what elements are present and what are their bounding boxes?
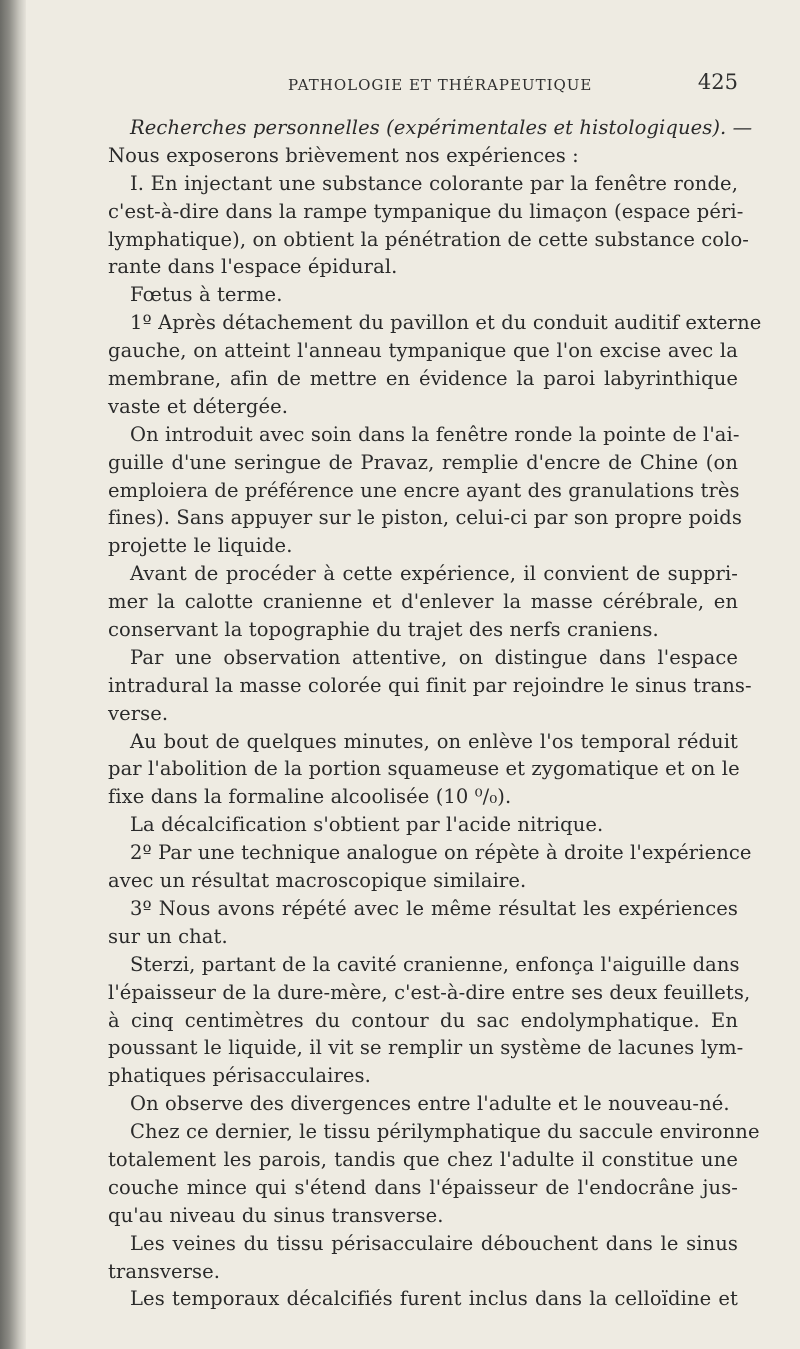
text-line: totalement les parois, tandis que chez l'adulte il constitue une xyxy=(108,1147,738,1171)
text-line: 3º Nous avons répété avec le même résultat les expériences xyxy=(130,896,738,920)
text-line: Les veines du tissu périsacculaire débouchent dans le sinus xyxy=(130,1231,738,1255)
text-line: intradural la masse colorée qui finit par rejoindre le sinus trans- xyxy=(108,673,752,697)
text-line: rante dans l'espace épidural. xyxy=(108,255,398,279)
text-line: On introduit avec soin dans la fenêtre ronde la pointe de l'ai- xyxy=(130,422,740,446)
book-binding-edge xyxy=(0,0,26,1349)
text-line: verse. xyxy=(108,701,169,725)
text-line: Recherches personnelles (expérimentales et histologiques). — xyxy=(130,116,753,139)
text-line: à cinq centimètres du contour du sac endolymphatique. En xyxy=(108,1008,738,1032)
text-line: c'est-à-dire dans la rampe tympanique du limaçon (espace péri- xyxy=(108,199,744,223)
running-header xyxy=(108,70,738,100)
text-line: membrane, afin de mettre en évidence la paroi labyrinthique xyxy=(108,367,738,391)
text-line: sur un chat. xyxy=(108,924,228,948)
text-line: couche mince qui s'étend dans l'épaisseur de l'endocrâne jus- xyxy=(108,1175,738,1199)
text-line: Avant de procéder à cette expérience, il convient de suppri- xyxy=(130,562,738,586)
text-line: Au bout de quelques minutes, on enlève l'os temporal réduit xyxy=(130,729,738,753)
page-number: 425 xyxy=(697,70,738,94)
text-line: projette le liquide. xyxy=(108,534,293,558)
text-line: Nous exposerons brièvement nos expériences : xyxy=(108,143,579,167)
text-line: gauche, on atteint l'anneau tympanique que l'on excise avec la xyxy=(108,339,738,363)
text-line: Sterzi, partant de la cavité cranienne, enfonça l'aiguille dans xyxy=(130,952,740,976)
text-line: mer la calotte cranienne et d'enlever la masse cérébrale, en xyxy=(108,590,738,614)
text-line: Chez ce dernier, le tissu périlymphatique du saccule environne xyxy=(130,1120,760,1144)
text-line: qu'au niveau du sinus transverse. xyxy=(108,1203,444,1227)
text-line: Les temporaux décalcifiés furent inclus dans la celloïdine et xyxy=(130,1287,738,1311)
text-line: On observe des divergences entre l'adulte et le nouveau-né. xyxy=(130,1092,730,1116)
text-line: transverse. xyxy=(108,1259,221,1283)
text-line: guille d'une seringue de Pravaz, remplie d'encre de Chine (on xyxy=(108,450,738,474)
body-text xyxy=(108,114,762,1313)
text-line: avec un résultat macroscopique similaire. xyxy=(108,869,527,893)
text-line: poussant le liquide, il vit se remplir un système de lacunes lym- xyxy=(108,1036,744,1060)
text-line: 2º Par une technique analogue on répète à droite l'expérience xyxy=(130,841,752,865)
text-line: Fœtus à terme. xyxy=(130,283,283,307)
text-line: conservant la topographie du trajet des nerfs craniens. xyxy=(108,618,659,642)
text-line: phatiques périsacculaires. xyxy=(108,1064,371,1088)
text-line: fixe dans la formaline alcoolisée (10 ⁰/₀). xyxy=(108,785,512,809)
text-line: fines). Sans appuyer sur le piston, celui-ci par son propre poids xyxy=(108,506,742,530)
text-line: La décalcification s'obtient par l'acide nitrique. xyxy=(130,813,604,837)
text-line: vaste et détergée. xyxy=(108,394,289,418)
text-line: 1º Après détachement du pavillon et du conduit auditif externe xyxy=(130,311,762,335)
text-line: emploiera de préférence une encre ayant des granulations très xyxy=(108,478,740,502)
running-title: PATHOLOGIE ET THÉRAPEUTIQUE xyxy=(288,76,593,94)
text-line: Par une observation attentive, on distingue dans l'espace xyxy=(130,645,738,669)
text-line: l'épaisseur de la dure-mère, c'est-à-dire entre ses deux feuillets, xyxy=(108,980,751,1004)
text-line: lymphatique), on obtient la pénétration de cette substance colo- xyxy=(108,227,749,251)
text-line: I. En injectant une substance colorante par la fenêtre ronde, xyxy=(130,171,738,195)
text-line: par l'abolition de la portion squameuse et zygomatique et on le xyxy=(108,757,740,781)
